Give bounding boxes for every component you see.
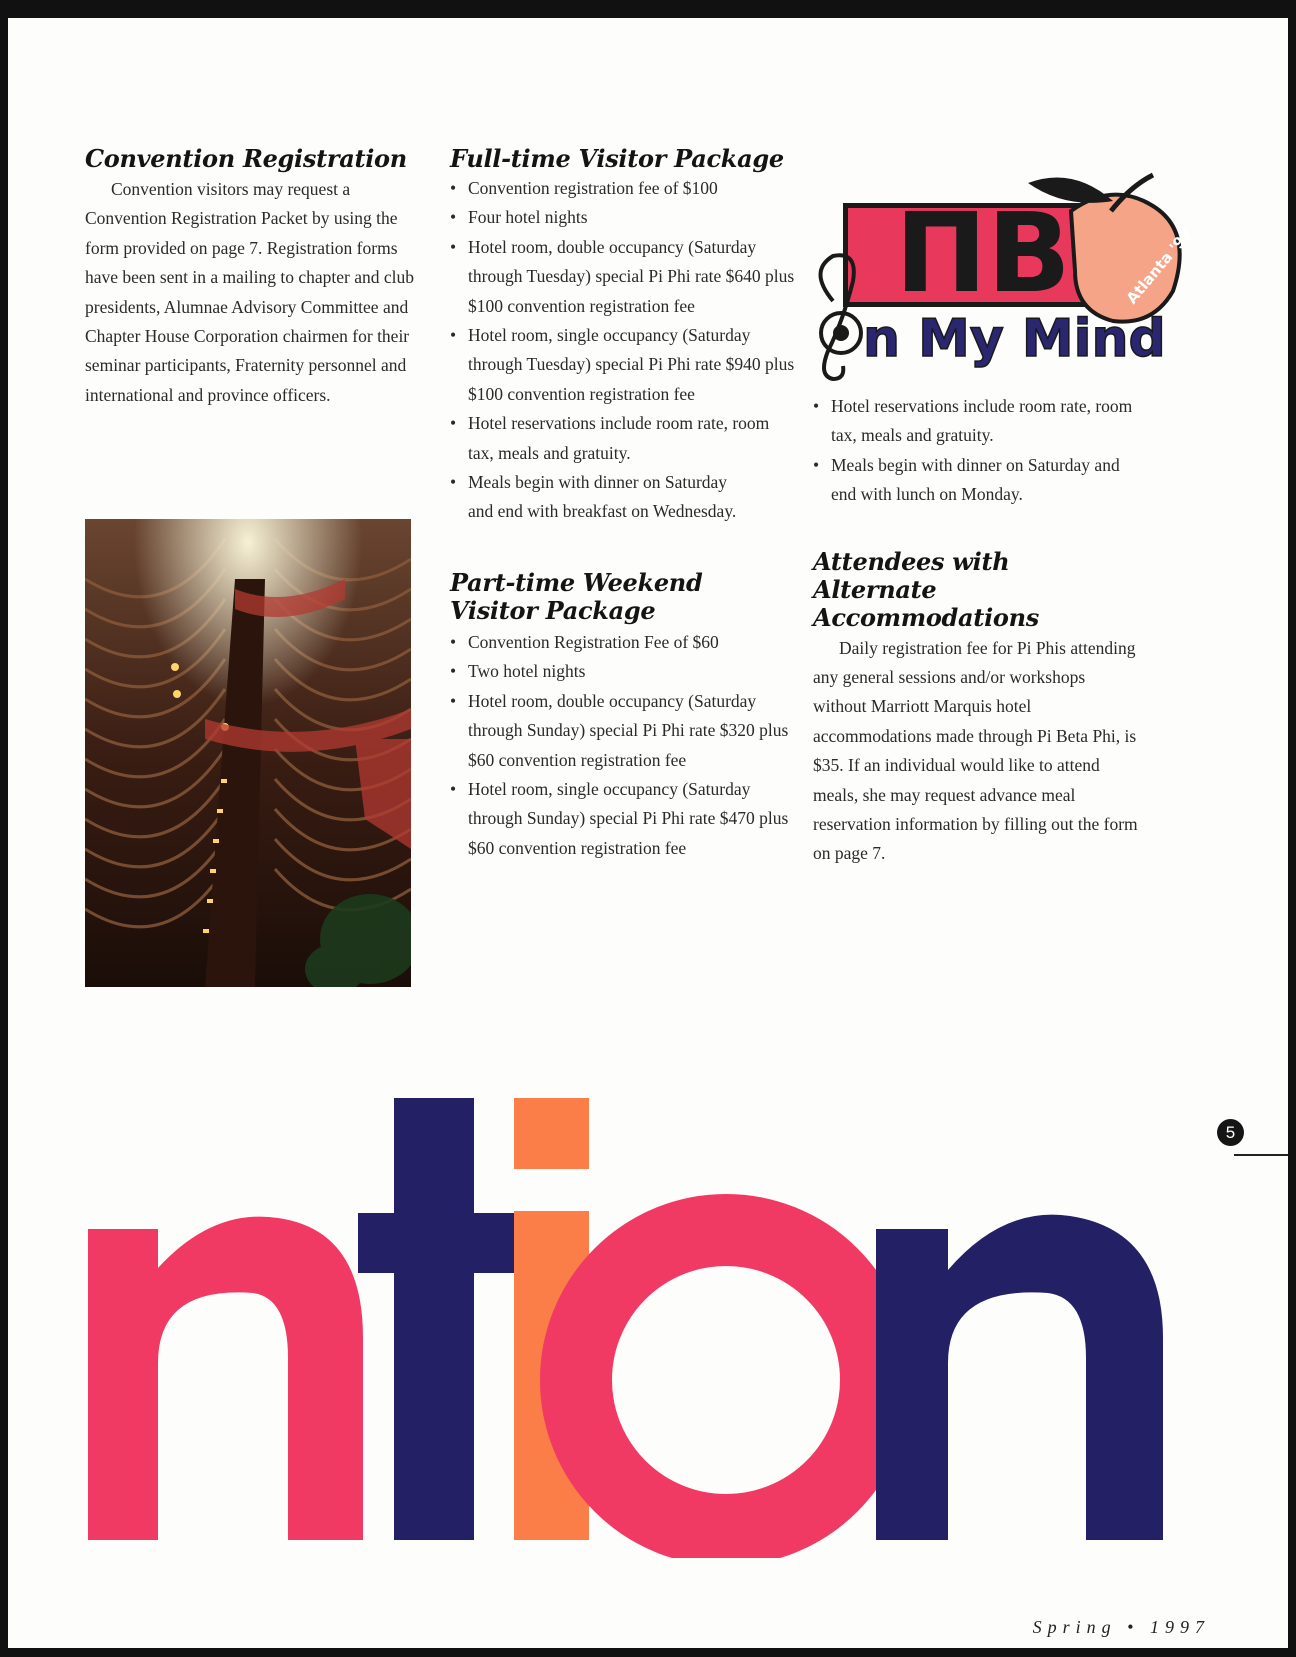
letter-t-bar bbox=[358, 1213, 518, 1273]
atlanta-97-text: Atlanta '97 bbox=[1122, 224, 1197, 308]
letter-n-pink bbox=[88, 1217, 363, 1540]
list-item: • Hotel room, double occupancy (Saturday through Sunday) special Pi Phi rate $320 plus $60 convention registration fee bbox=[450, 690, 789, 770]
list-item: • Hotel reservations include room rate, room tax, meals and gratuity. bbox=[450, 413, 770, 463]
part-time-package-list bbox=[450, 628, 795, 863]
list-item: • Four hotel nights bbox=[450, 207, 588, 228]
middle-column bbox=[450, 145, 795, 863]
letter-o-pink bbox=[576, 1230, 876, 1530]
pi-beta-phi-on-my-mind-logo bbox=[813, 151, 1213, 396]
letter-t-stem bbox=[394, 1098, 474, 1540]
attendees-body: Daily registration fee for Pi Phis attending any general sessions and/or workshops without Marriott Marquis hotel accommodations made through Pi Beta Phi, is $35. If an individual would like to attend meals, she may request advance meal reservation information by filling out the form on page 7. bbox=[813, 637, 1138, 864]
attendees-heading: Attendees with Alternate Accommodations bbox=[813, 546, 1039, 632]
list-item: • Meals begin with dinner on Saturday and end with lunch on Monday. bbox=[813, 454, 1120, 505]
list-item: • Convention Registration Fee of $60 bbox=[450, 631, 719, 652]
full-time-package-list bbox=[450, 174, 795, 527]
footer-separator: • bbox=[1127, 1617, 1140, 1637]
hotel-atrium-photo bbox=[85, 519, 411, 987]
list-item: • Hotel room, double occupancy (Saturday through Tuesday) special Pi Phi rate $640 plus $100 convention registration fee bbox=[450, 236, 795, 316]
right-column bbox=[813, 392, 1143, 869]
logo-letters: ΠΒ bbox=[895, 189, 1071, 317]
letter-n-navy bbox=[876, 1215, 1163, 1540]
list-item: • Meals begin with dinner on Saturday and end with breakfast on Wednesday. bbox=[450, 472, 737, 522]
issue-footer bbox=[1033, 1617, 1210, 1638]
convention-registration-body: Convention visitors may request a Convention Registration Packet by using the form provided on page 7. Registration forms have been sent in a mailing to chapter and club presidents, Alumnae Advisory Committee and Chapter House Corporation chairmen for their seminar participants, Fraternity personnel and international and province officers. bbox=[85, 179, 414, 405]
page-number-rule bbox=[1234, 1154, 1288, 1156]
full-time-package-heading: Full-time Visitor Package bbox=[450, 144, 784, 173]
right-list bbox=[813, 392, 1143, 510]
list-item: • Hotel reservations include room rate, room tax, meals and gratuity. bbox=[813, 396, 1133, 446]
letter-i-dot bbox=[514, 1098, 589, 1169]
list-item: • Convention registration fee of $100 bbox=[450, 178, 718, 198]
footer-season: Spring bbox=[1032, 1617, 1117, 1637]
list-item: • Hotel room, single occupancy (Saturday through Tuesday) special Pi Phi rate $940 plus $100 convention registration fee bbox=[450, 325, 795, 404]
left-column bbox=[85, 145, 425, 410]
big-decorative-letters bbox=[8, 1098, 1288, 1558]
magazine-page bbox=[8, 18, 1288, 1648]
list-item: • Hotel room, single occupancy (Saturday through Sunday) special Pi Phi rate $470 plus $60 convention registration fee bbox=[450, 778, 789, 858]
page-number-badge: 5 bbox=[1217, 1119, 1244, 1146]
footer-year: 1997 bbox=[1150, 1617, 1210, 1637]
on-my-mind-text: n My Mind bbox=[863, 309, 1166, 369]
convention-registration-heading: Convention Registration bbox=[85, 144, 407, 173]
part-time-package-heading: Part-time Weekend Visitor Package bbox=[450, 567, 703, 625]
list-item: • Two hotel nights bbox=[450, 661, 586, 682]
